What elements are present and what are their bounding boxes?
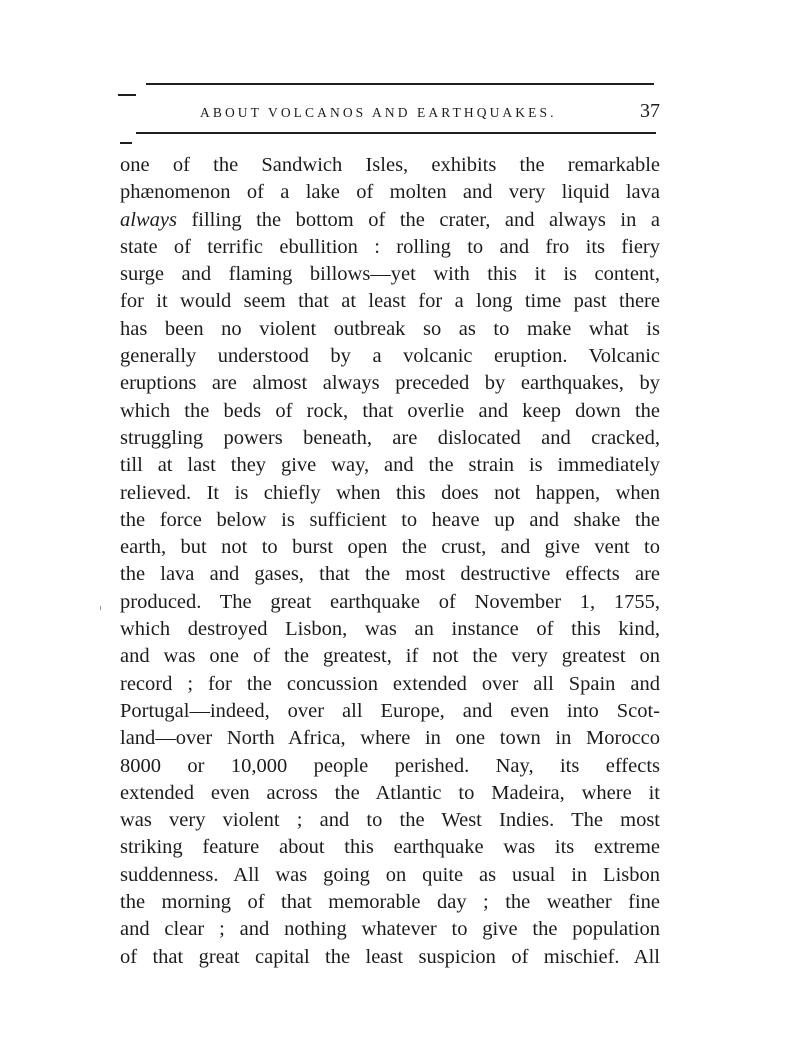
text-line: phænomenon of a lake of molten and very liquid lava bbox=[120, 181, 660, 204]
text-line: eruptions are almost always preceded by earthquakes, by bbox=[120, 372, 660, 395]
header-rule-bottom-dash bbox=[120, 142, 132, 144]
text-line: extended even across the Atlantic to Madeira, where it bbox=[120, 781, 660, 804]
text-line: of that great capital the least suspicion of mischief. All bbox=[120, 945, 660, 968]
page-header bbox=[200, 100, 660, 126]
text-line: which the beds of rock, that overlie and keep down the bbox=[120, 399, 660, 422]
text-line: land—over North Africa, where in one town in Morocco bbox=[120, 727, 660, 750]
header-rule-bottom bbox=[136, 132, 656, 134]
page-number: 37 bbox=[640, 100, 660, 122]
text-line: was very violent ; and to the West Indies. The most bbox=[120, 809, 660, 832]
text-line: one of the Sandwich Isles, exhibits the remarkable bbox=[120, 154, 660, 176]
text-line: Portugal—indeed, over all Europe, and even into Scot- bbox=[120, 699, 660, 722]
text-line: record ; for the concussion extended over all Spain and bbox=[120, 672, 660, 695]
text-line: which destroyed Lisbon, was an instance of this kind, bbox=[120, 618, 660, 641]
header-rule-top bbox=[146, 83, 654, 85]
text-line: and clear ; and nothing whatever to give the population bbox=[120, 918, 660, 941]
margin-mark bbox=[100, 606, 101, 610]
text-line: till at last they give way, and the strain is immediately bbox=[120, 454, 660, 477]
body-text bbox=[120, 152, 680, 971]
text-line: for it would seem that at least for a long time past there bbox=[120, 290, 660, 313]
text-line: the lava and gases, that the most destructive effects are bbox=[120, 563, 660, 586]
text-line: always filling the bottom of the crater, and always in a bbox=[120, 208, 660, 231]
text-line: suddenness. All was going on quite as usual in Lisbon bbox=[120, 863, 660, 886]
text-line: has been no violent outbreak so as to make what is bbox=[120, 317, 660, 340]
emphasis-always: always bbox=[120, 208, 177, 231]
text-line: the morning of that memorable day ; the weather fine bbox=[120, 891, 660, 914]
text-line: earth, but not to burst open the crust, and give vent to bbox=[120, 536, 660, 559]
running-head: ABOUT VOLCANOS AND EARTHQUAKES. bbox=[200, 105, 557, 120]
text-line: 8000 or 10,000 people perished. Nay, its effects bbox=[120, 754, 660, 777]
text-line: state of terrific ebullition : rolling to and fro its fiery bbox=[120, 235, 660, 258]
text-line: and was one of the greatest, if not the very greatest on bbox=[120, 645, 660, 668]
header-rule-top-dash bbox=[118, 94, 136, 96]
text-line: generally understood by a volcanic eruption. Volcanic bbox=[120, 345, 660, 368]
text-line: the force below is sufficient to heave up and shake the bbox=[120, 508, 660, 531]
text-line: relieved. It is chiefly when this does not happen, when bbox=[120, 481, 660, 504]
text-line: produced. The great earthquake of November 1, 1755, bbox=[120, 590, 660, 613]
text-line: striking feature about this earthquake was its extreme bbox=[120, 836, 660, 859]
text-line: surge and flaming billows—yet with this it is content, bbox=[120, 263, 660, 286]
text-line: struggling powers beneath, are dislocated and cracked, bbox=[120, 426, 660, 449]
